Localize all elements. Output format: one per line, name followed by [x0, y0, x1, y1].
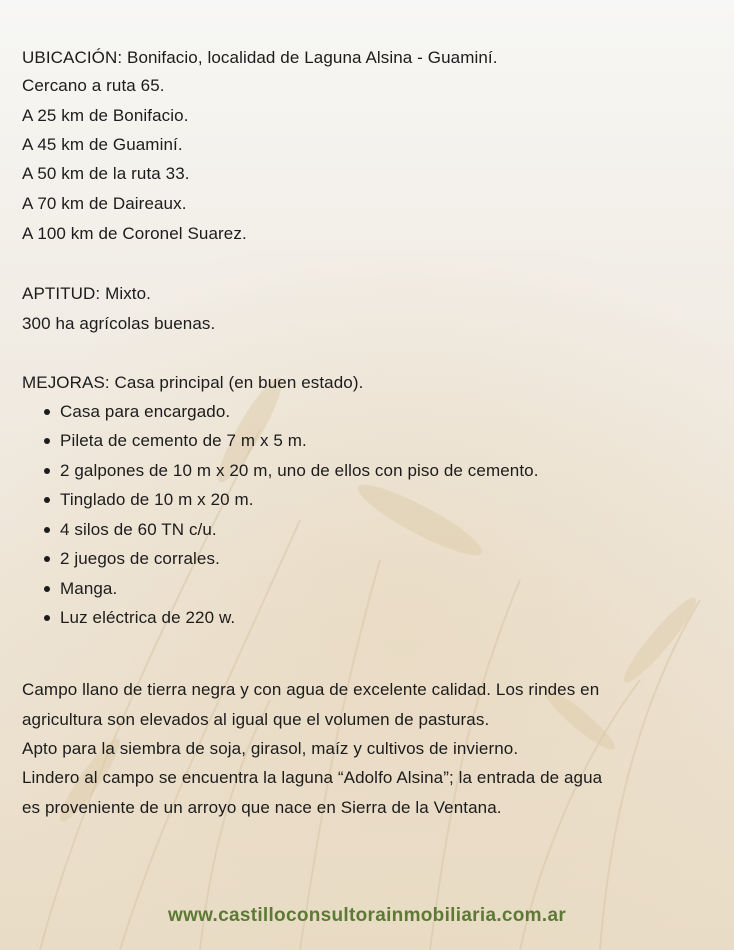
list-item-text: Pileta de cemento de 7 m x 5 m. [60, 431, 307, 450]
bullet-icon [44, 527, 50, 533]
list-item-text: 4 silos de 60 TN c/u. [60, 520, 217, 539]
location-line: A 70 km de Daireaux. [22, 194, 187, 213]
bullet-icon [44, 438, 50, 444]
bullet-icon [44, 586, 50, 592]
location-line: A 45 km de Guaminí. [22, 135, 183, 154]
list-item-text: Casa para encargado. [60, 402, 231, 421]
list-item-text: Tinglado de 10 m x 20 m. [60, 490, 254, 509]
location-line: A 25 km de Bonifacio. [22, 106, 189, 125]
aptitude-line: 300 ha agrícolas buenas. [22, 314, 216, 333]
location-line: A 100 km de Coronel Suarez. [22, 224, 247, 243]
location-line: A 50 km de la ruta 33. [22, 164, 190, 183]
location-line: Cercano a ruta 65. [22, 76, 165, 95]
improvements-title: MEJORAS: Casa principal (en buen estado). [22, 373, 364, 392]
description-line: Campo llano de tierra negra y con agua de excelente calidad. Los rindes en [22, 680, 600, 699]
bullet-icon [44, 615, 50, 621]
bullet-icon [44, 468, 50, 474]
description-line: agricultura son elevados al igual que el volumen de pasturas. [22, 710, 490, 729]
description-line: es proveniente de un arroyo que nace en Sierra de la Ventana. [22, 798, 502, 817]
description-line: Apto para la siembra de soja, girasol, maíz y cultivos de invierno. [22, 739, 519, 758]
description-line: Lindero al campo se encuentra la laguna “Adolfo Alsina”; la entrada de agua [22, 768, 603, 787]
bullet-icon [44, 409, 50, 415]
list-item-text: 2 galpones de 10 m x 20 m, uno de ellos con piso de cemento. [60, 461, 539, 480]
bullet-icon [44, 556, 50, 562]
bullet-icon [44, 497, 50, 503]
aptitude-title: APTITUD: Mixto. [22, 284, 152, 303]
location-title: UBICACIÓN: Bonifacio, localidad de Laguna Alsina - Guaminí. [22, 48, 498, 67]
list-item-text: 2 juegos de corrales. [60, 549, 220, 568]
list-item-text: Luz eléctrica de 220 w. [60, 608, 236, 627]
website-link[interactable]: www.castilloconsultorainmobiliaria.com.ar [167, 905, 567, 926]
list-item-text: Manga. [60, 579, 118, 598]
